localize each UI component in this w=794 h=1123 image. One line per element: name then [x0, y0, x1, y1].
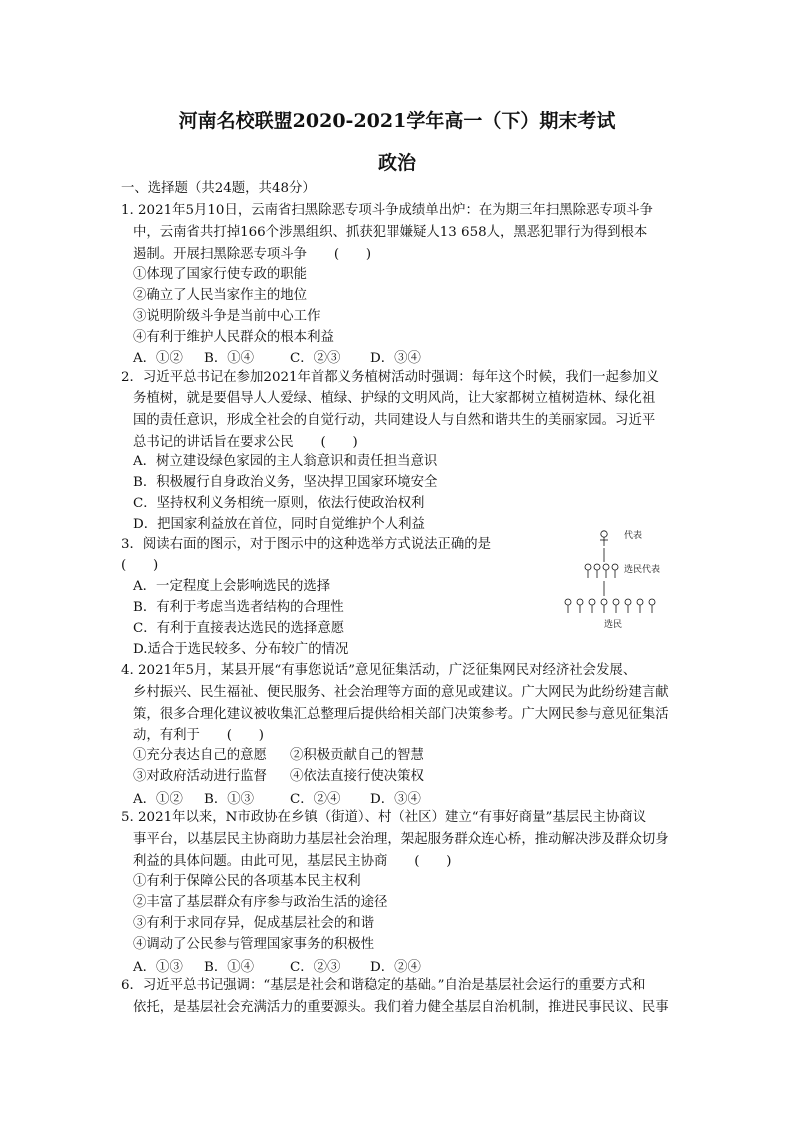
- q4-item: ④依法直接行使决策权: [290, 769, 424, 784]
- label-representative: 代表: [624, 531, 643, 541]
- q5-item: ②丰富了基层群众有序参与政治生活的途径: [133, 895, 388, 910]
- q1-answer-d: D．③④: [370, 351, 421, 366]
- q4-line-2: 乡村振兴、民生福祉、便民服务、社会治理等方面的意见或建议。广大网民为此纷纷建言献: [133, 685, 669, 700]
- q4-answer-d: D．③④: [370, 792, 421, 807]
- section-heading: 一、选择题（共24题，共48分）: [121, 181, 316, 196]
- q1-item: ②确立了人民当家作主的地位: [133, 288, 308, 303]
- q4-answer-c: C．②④: [290, 792, 341, 807]
- q5-answer-b: B．①④: [204, 960, 255, 975]
- q5-item: ①有利于保障公民的各项基本民主权利: [133, 874, 361, 889]
- q1-item: ①体现了国家行使专政的职能: [133, 267, 308, 282]
- q3-option-c: C．有利于直接表达选民的选择意愿: [133, 621, 345, 636]
- q2-option-d: D．把国家利益放在首位，同时自觉维护个人利益: [133, 517, 425, 532]
- q1-answer-c: C．②③: [290, 351, 341, 366]
- q4-line-3: 策，很多合理化建议被收集汇总整理后提供给相关部门决策参考。广大网民参与意见征集活: [133, 707, 669, 722]
- q1-answer-a: A．①②: [133, 351, 183, 366]
- q3-option-d: D.适合于选民较多、分布较广的情况: [133, 642, 349, 657]
- page-subtitle: 政治: [377, 152, 416, 174]
- q1-answer-b: B．①④: [204, 351, 255, 366]
- q1-line-2: 中，云南省共打掉166个涉黑组织、抓获犯罪嫌疑人13 658人，黑恶犯罪行为得到根本: [133, 225, 648, 240]
- q5-answer-d: D．②④: [370, 960, 421, 975]
- q2-option-a: A．树立建设绿色家园的主人翁意识和责任担当意识: [133, 454, 438, 469]
- q2-line-1: 2．习近平总书记在参加2021年首都义务植树活动时强调：每年这个时候，我们一起参加义: [121, 370, 660, 385]
- q6-line-2: 依托，是基层社会充满活力的重要源头。我们着力健全基层自治机制，推进民事民议、民事: [133, 1000, 669, 1015]
- q2-option-c: C．坚持权利义务相统一原则，依法行使政治权利: [133, 496, 425, 511]
- q5-answer-c: C．②③: [290, 960, 341, 975]
- q3-option-b: B．有利于考虑当选者结构的合理性: [133, 600, 344, 615]
- q2-option-b: B．积极履行自身政治义务，坚决捍卫国家环境安全: [133, 475, 438, 490]
- q2-line-3: 国的责任意识，形成全社会的自觉行动，共同建设人与自然和谐共生的美丽家园。习近平: [133, 413, 656, 428]
- representative-figure: [600, 531, 608, 546]
- q5-item: ④调动了公民参与管理国家事务的积极性: [133, 937, 375, 952]
- page-title: 河南名校联盟2020-2021学年高一（下）期末考试: [178, 110, 616, 132]
- q5-line-2: 事平台，以基层民主协商助力基层社会治理，架起服务群众连心桥，推动解决涉及群众切身: [133, 832, 669, 847]
- voter-representative-figures: [585, 564, 618, 578]
- label-voter-representative: 选民代表: [624, 565, 661, 575]
- q2-line-4: 总书记的讲话旨在要求公民 ( ): [133, 435, 358, 450]
- q1-item: ④有利于维护人民群众的根本利益: [133, 330, 334, 345]
- election-diagram: [560, 526, 685, 636]
- q5-answer-a: A．①③: [133, 960, 183, 975]
- q4-line-1: 4. 2021年5月，某县开展“有事您说话”意见征集活动，广泛征集网民对经济社会发展、: [121, 663, 637, 678]
- q1-line-1: 1. 2021年5月10日，云南省扫黑除恶专项斗争成绩单出炉：在为期三年扫黑除恶专项斗争: [121, 203, 653, 218]
- q4-item: ②积极贡献自己的智慧: [290, 748, 424, 763]
- q6-line-1: 6．习近平总书记强调：“基层是社会和谐稳定的基础。”自治是基层社会运行的重要方式和: [121, 978, 646, 993]
- q4-answer-a: A．①②: [133, 792, 183, 807]
- q2-line-2: 务植树，就是要倡导人人爱绿、植绿、护绿的文明风尚，让大家都树立植树造林、绿化祖: [133, 391, 656, 406]
- q4-answer-b: B．①③: [204, 792, 255, 807]
- q4-item: ①充分表达自己的意愿: [133, 748, 267, 763]
- q3-option-a: A．一定程度上会影响选民的选择: [133, 579, 331, 594]
- q3-line-2: ( ): [121, 558, 159, 573]
- label-voters: 选民: [604, 620, 623, 630]
- q5-line-3: 利益的具体问题。由此可见，基层民主协商 ( ): [133, 854, 452, 869]
- voter-figures: [565, 599, 655, 613]
- q1-item: ③说明阶级斗争是当前中心工作: [133, 309, 321, 324]
- q1-line-3: 遏制。开展扫黑除恶专项斗争 ( ): [133, 247, 372, 262]
- q5-line-1: 5. 2021年以来，N市政协在乡镇（街道）、村（社区）建立“有事好商量”基层民主协商议: [121, 810, 647, 825]
- q4-item: ③对政府活动进行监督: [133, 769, 267, 784]
- q3-line-1: 3．阅读右面的图示，对于图示中的这种选举方式说法正确的是: [121, 537, 492, 552]
- q5-item: ③有利于求同存异，促成基层社会的和谐: [133, 916, 375, 931]
- q4-line-4: 动，有利于 ( ): [133, 728, 264, 743]
